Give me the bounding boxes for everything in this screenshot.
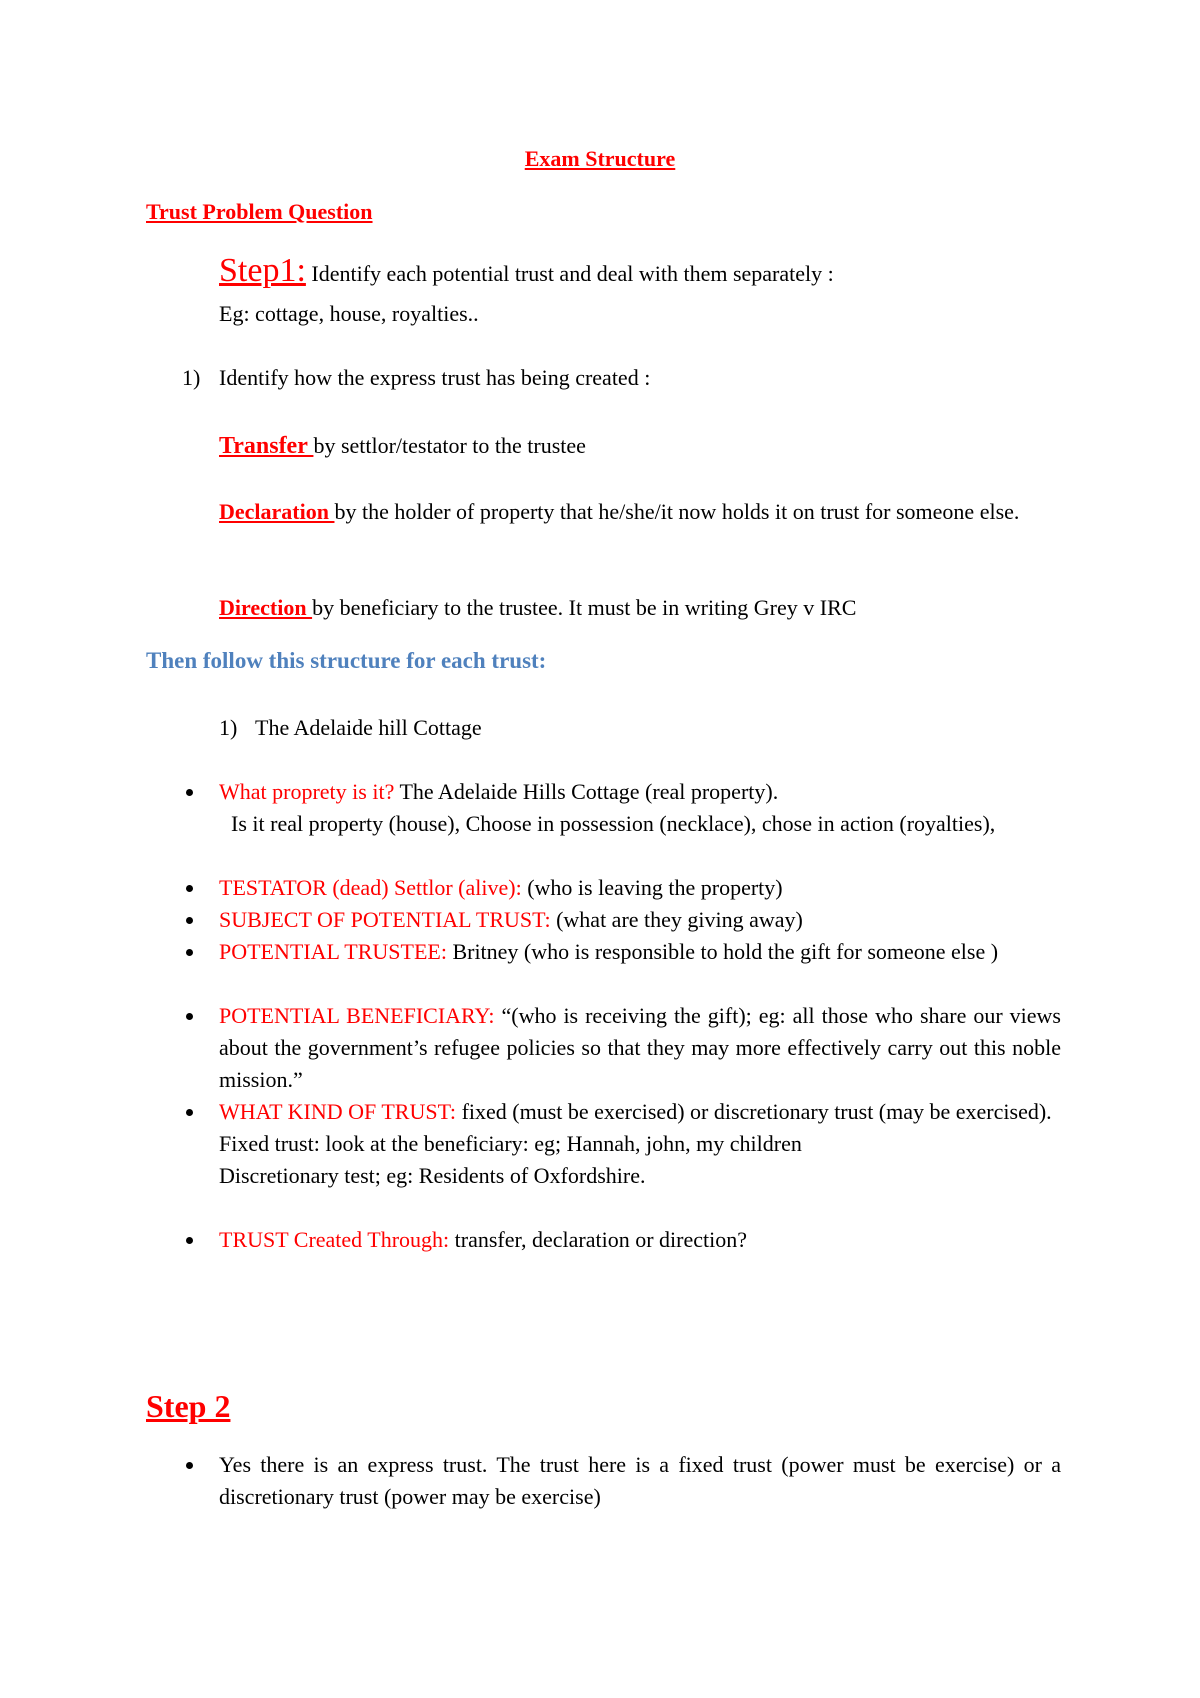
trust-item-number: 1) [219, 715, 238, 740]
bullet-property [219, 776, 1061, 840]
follow-heading: Then follow this structure for each trust: [146, 648, 547, 673]
bullet-property-text: The Adelaide Hills Cottage (real property). [394, 779, 779, 804]
bullet-testator [219, 872, 783, 904]
bullet-kind-fixed: Fixed trust: look at the beneficiary: eg; Hannah, john, my children [219, 1131, 802, 1156]
numbered-item-number: 1) [182, 365, 201, 390]
method-direction-label: Direction [219, 595, 313, 620]
bullet-subject-text: (what are they giving away) [550, 907, 803, 932]
bullet-property-label: What proprety is it? [219, 779, 395, 804]
bullet-kind [219, 1096, 1061, 1192]
bullet-trustee-text: Britney (who is responsible to hold the gift for someone else ) [446, 939, 999, 964]
numbered-item-text: Identify how the express trust has being created : [219, 365, 651, 390]
page-title: Exam Structure [524, 146, 676, 171]
step1-example: Eg: cottage, house, royalties.. [219, 301, 479, 326]
bullet-created-label: TRUST Created Through: [219, 1227, 450, 1252]
bullet-subject [219, 904, 803, 936]
bullet-dot [186, 1462, 193, 1469]
bullet-dot [186, 1109, 193, 1116]
bullet-created [219, 1224, 747, 1256]
bullet-created-text: transfer, declaration or direction? [449, 1227, 747, 1252]
bullet-property-extra: Is it real property (house), Choose in possession (necklace), chose in action (royalties), [231, 811, 996, 836]
bullet-dot [186, 789, 193, 796]
trust-item-text: The Adelaide hill Cottage [255, 715, 482, 740]
bullet-testator-label: TESTATOR (dead) Settlor (alive): [219, 875, 522, 900]
bullet-subject-label: SUBJECT OF POTENTIAL TRUST: [219, 907, 551, 932]
method-transfer [219, 430, 586, 462]
bullet-beneficiary-label: POTENTIAL BENEFICIARY: [219, 1003, 495, 1028]
bullet-trustee [219, 936, 1061, 968]
method-direction [219, 592, 856, 624]
method-declaration-label: Declaration [219, 499, 335, 524]
step2-heading: Step 2 [146, 1388, 231, 1424]
method-direction-text: by beneficiary to the trustee. It must be in writing Grey v IRC [312, 595, 857, 620]
bullet-beneficiary-text: “(who is receiving the gift); eg: all those who share our views about the government’s refugee policies so that they may more effectively carry out this noble mission.” [219, 1003, 1061, 1092]
step2-bullet-text: Yes there is an express trust. The trust here is a fixed trust (power must be exercise) or a discretionary trust (power may be exercise) [219, 1452, 1061, 1509]
section-heading: Trust Problem Question [146, 199, 373, 224]
bullet-beneficiary [219, 1000, 1061, 1096]
bullet-kind-discretionary: Discretionary test; eg: Residents of Oxfordshire. [219, 1163, 646, 1188]
method-declaration-text: by the holder of property that he/she/it now holds it on trust for someone else. [334, 499, 1020, 524]
bullet-testator-text: (who is leaving the property) [521, 875, 783, 900]
bullet-kind-label: WHAT KIND OF TRUST: [219, 1099, 457, 1124]
bullet-kind-text: fixed (must be exercised) or discretionary trust (may be exercised). [456, 1099, 1052, 1124]
bullet-dot [186, 1013, 193, 1020]
method-declaration [219, 496, 1061, 528]
bullet-dot [186, 917, 193, 924]
bullet-trustee-label: POTENTIAL TRUSTEE: [219, 939, 447, 964]
step1-text: Identify each potential trust and deal with them separately : [305, 261, 834, 286]
method-transfer-text: by settlor/testator to the trustee [313, 433, 586, 458]
step1-line [219, 251, 834, 297]
bullet-dot [186, 1237, 193, 1244]
method-transfer-label: Transfer [219, 433, 314, 459]
bullet-dot [186, 949, 193, 956]
bullet-dot [186, 885, 193, 892]
step1-label: Step1: [219, 252, 306, 289]
